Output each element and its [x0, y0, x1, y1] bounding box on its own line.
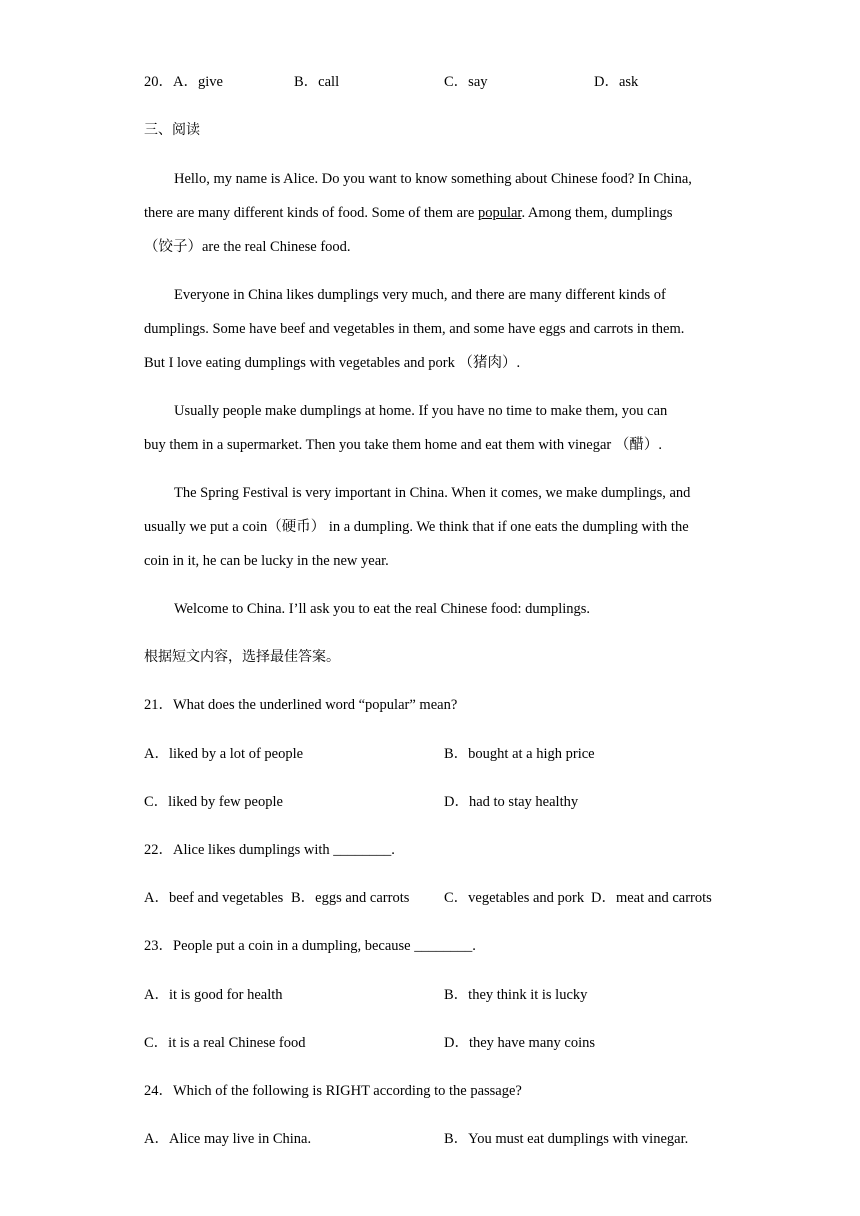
passage-p4-line1: The Spring Festival is very important in China. When it comes, we make dumplings, and: [174, 485, 691, 501]
q24-option-a: A．Alice may live in China.: [144, 1131, 312, 1147]
q22-option-a: A．beef and vegetables: [144, 890, 284, 906]
passage-text: . Among them, dumplings: [521, 205, 673, 221]
section-heading: 三、阅读: [144, 122, 200, 138]
passage-p1-line2: [144, 203, 672, 223]
passage-p1-line1: Hello, my name is Alice. Do you want to know something about Chinese food? In China,: [174, 171, 692, 187]
q20-option-d: D．ask: [594, 74, 639, 90]
passage-p3-line1: Usually people make dumplings at home. If you have no time to make them, you can: [174, 403, 668, 419]
q21-option-a: A．liked by a lot of people: [144, 746, 304, 762]
passage-p2-line2: dumplings. Some have beef and vegetables in them, and some have eggs and carrots in them.: [144, 321, 685, 337]
q22-option-b: B．eggs and carrots: [291, 890, 410, 906]
q21-option-b: B．bought at a high price: [444, 746, 595, 762]
q20-option-a: A．give: [173, 74, 223, 90]
q20-number: 20．: [144, 74, 173, 90]
passage-p1-line3: （饺子）are the real Chinese food.: [144, 239, 351, 255]
q22-stem: 22．Alice likes dumplings with ________.: [144, 842, 395, 858]
q20-option-b: B．call: [294, 74, 340, 90]
passage-p2-line3: But I love eating dumplings with vegetables and pork （猪肉）.: [144, 355, 521, 371]
q23-option-b: B．they think it is lucky: [444, 987, 588, 1003]
q20-option-c: C．say: [444, 74, 488, 90]
passage-p4-line2: usually we put a coin（硬币） in a dumpling. We think that if one eats the dumpling with the: [144, 519, 689, 535]
q22-option-d: D．meat and carrots: [591, 890, 712, 906]
q22-option-c: C．vegetables and pork: [444, 890, 585, 906]
q23-option-c: C．it is a real Chinese food: [144, 1035, 306, 1051]
q21-option-c: C．liked by few people: [144, 794, 283, 810]
passage-p5-line1: Welcome to China. I’ll ask you to eat the real Chinese food: dumplings.: [174, 601, 591, 617]
passage-p3-line2: buy them in a supermarket. Then you take them home and eat them with vinegar （醋）.: [144, 437, 662, 453]
q21-stem: 21．What does the underlined word “popular” mean?: [144, 697, 458, 713]
q23-option-d: D．they have many coins: [444, 1035, 596, 1051]
passage-p4-line3: coin in it, he can be lucky in the new year.: [144, 553, 389, 569]
q23-stem: 23．People put a coin in a dumpling, because ________.: [144, 938, 476, 954]
q23-option-a: A．it is good for health: [144, 987, 283, 1003]
q21-option-d: D．had to stay healthy: [444, 794, 579, 810]
instruction: 根据短文内容，选择最佳答案。: [144, 649, 340, 665]
passage-text: there are many different kinds of food. Some of them are: [144, 205, 478, 221]
underlined-word: popular: [477, 205, 522, 221]
passage-p2-line1: Everyone in China likes dumplings very much, and there are many different kinds of: [174, 287, 666, 303]
q24-option-b: B．You must eat dumplings with vinegar.: [444, 1131, 689, 1147]
q24-stem: 24．Which of the following is RIGHT according to the passage?: [144, 1083, 522, 1099]
